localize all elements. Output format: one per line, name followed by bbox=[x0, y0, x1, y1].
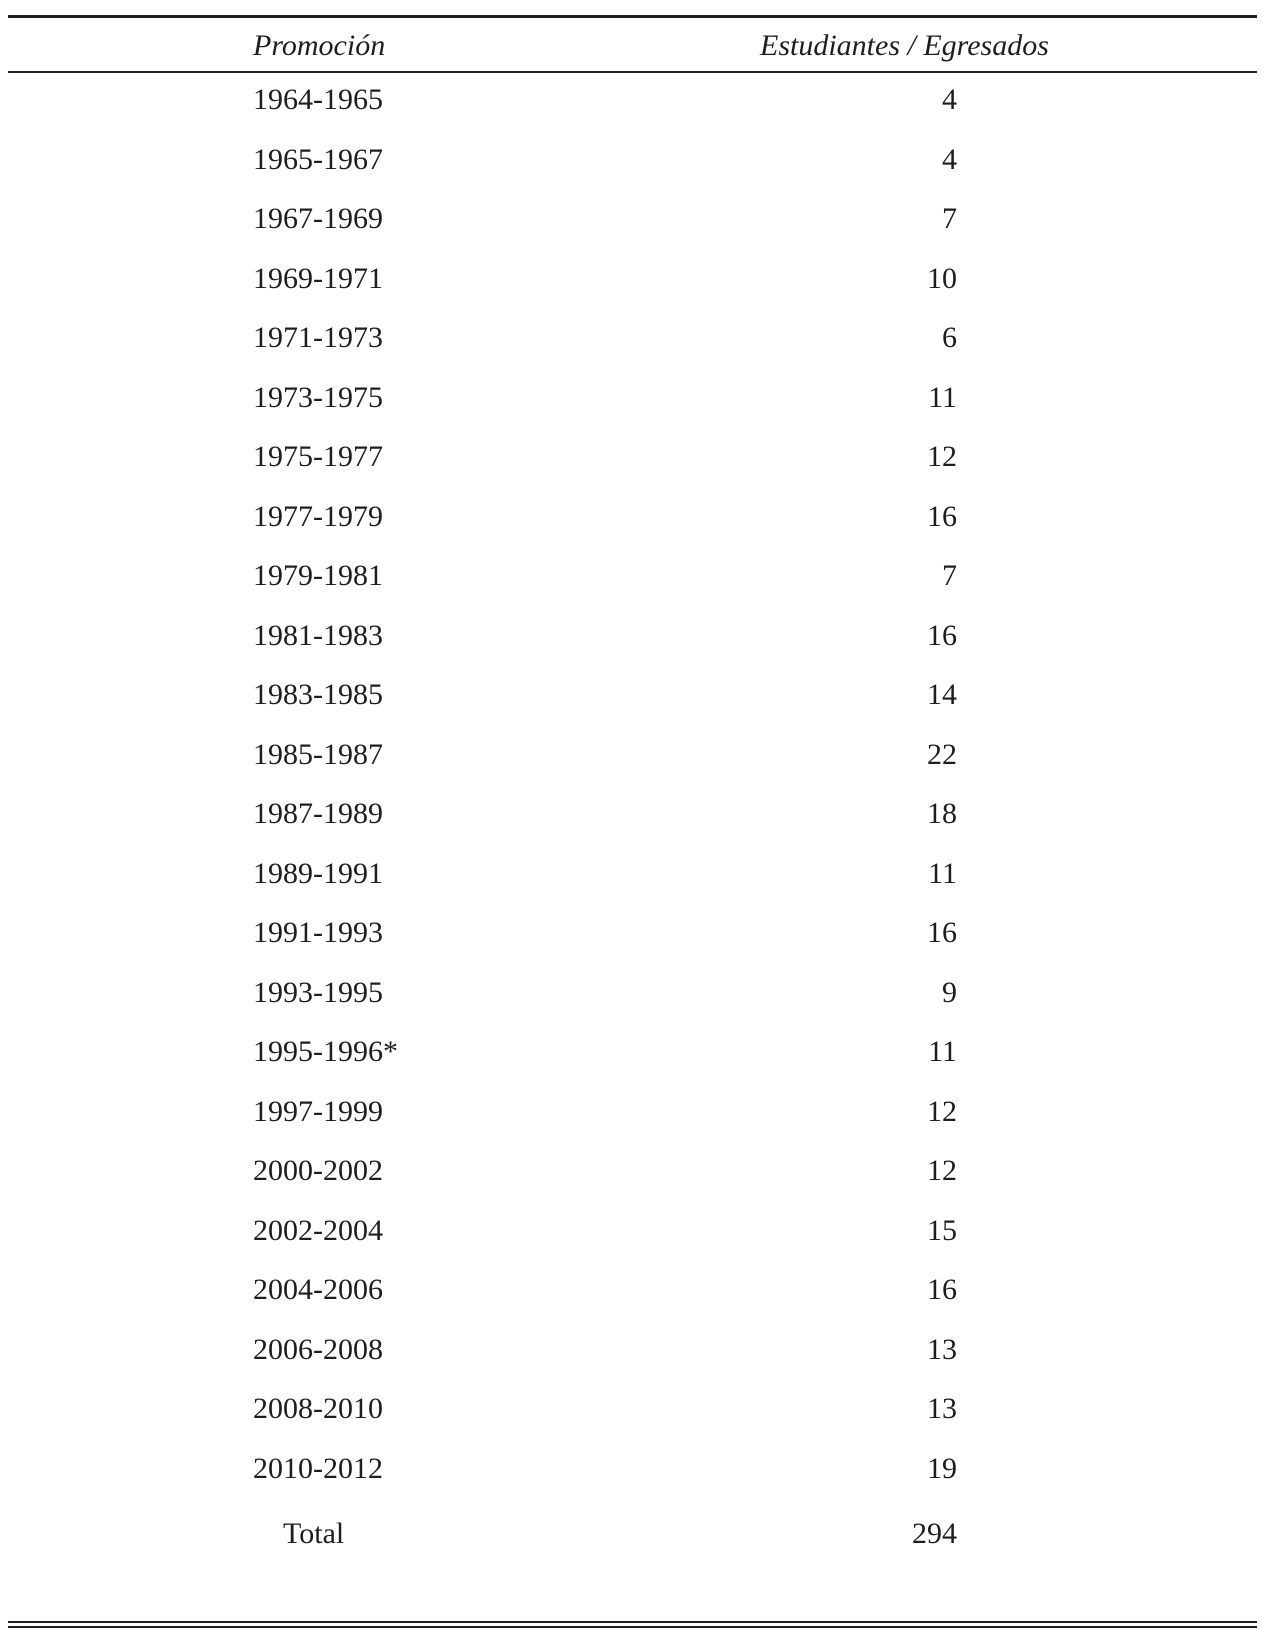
estudiantes-cell: 12 bbox=[927, 1095, 957, 1128]
promocion-cell: 1973-1975 bbox=[253, 381, 383, 414]
estudiantes-cell: 9 bbox=[942, 976, 957, 1009]
estudiantes-cell: 16 bbox=[927, 916, 957, 949]
estudiantes-cell: 11 bbox=[928, 857, 957, 890]
promocion-cell: 2004-2006 bbox=[253, 1273, 383, 1306]
promocion-cell: 1971-1973 bbox=[253, 321, 383, 354]
promocion-cell: 2002-2004 bbox=[253, 1214, 383, 1247]
promocion-cell: 1987-1989 bbox=[253, 797, 383, 830]
promocion-cell: 1989-1991 bbox=[253, 857, 383, 890]
header-promocion: Promoción bbox=[253, 29, 386, 62]
estudiantes-cell: 11 bbox=[928, 381, 957, 414]
promocion-cell: 1981-1983 bbox=[253, 619, 383, 652]
estudiantes-cell: 12 bbox=[927, 440, 957, 473]
estudiantes-cell: 18 bbox=[927, 797, 957, 830]
promocion-cell: 2008-2010 bbox=[253, 1392, 383, 1425]
estudiantes-cell: 13 bbox=[927, 1333, 957, 1366]
estudiantes-cell: 7 bbox=[942, 202, 957, 235]
promocion-cell: 1983-1985 bbox=[253, 678, 383, 711]
estudiantes-cell: 4 bbox=[942, 83, 957, 116]
promocion-cell: 1991-1993 bbox=[253, 916, 383, 949]
estudiantes-cell: 6 bbox=[942, 321, 957, 354]
header-rule bbox=[8, 71, 1257, 73]
promocion-cell: 1965-1967 bbox=[253, 143, 383, 176]
estudiantes-cell: 16 bbox=[927, 1273, 957, 1306]
estudiantes-cell: 12 bbox=[927, 1154, 957, 1187]
estudiantes-cell: 10 bbox=[927, 262, 957, 295]
estudiantes-cell: 22 bbox=[927, 738, 957, 771]
table-top-rule bbox=[8, 15, 1257, 18]
promocion-cell: 1967-1969 bbox=[253, 202, 383, 235]
total-label: Total bbox=[283, 1517, 345, 1550]
estudiantes-cell: 16 bbox=[927, 500, 957, 533]
promocion-cell: 1975-1977 bbox=[253, 440, 383, 473]
estudiantes-cell: 16 bbox=[927, 619, 957, 652]
promocion-cell: 1969-1971 bbox=[253, 262, 383, 295]
promocion-cell: 1995-1996* bbox=[253, 1035, 398, 1068]
estudiantes-cell: 14 bbox=[927, 678, 957, 711]
estudiantes-cell: 11 bbox=[928, 1035, 957, 1068]
estudiantes-cell: 4 bbox=[942, 143, 957, 176]
header-estudiantes-egresados: Estudiantes / Egresados bbox=[760, 29, 1049, 62]
promocion-cell: 2000-2002 bbox=[253, 1154, 383, 1187]
table-bottom-rule-second bbox=[8, 1626, 1257, 1628]
estudiantes-cell: 19 bbox=[927, 1452, 957, 1485]
promocion-cell: 2010-2012 bbox=[253, 1452, 383, 1485]
promocion-cell: 1985-1987 bbox=[253, 738, 383, 771]
estudiantes-cell: 13 bbox=[927, 1392, 957, 1425]
table-bottom-rule bbox=[8, 1621, 1257, 1623]
promocion-cell: 1997-1999 bbox=[253, 1095, 383, 1128]
total-value: 294 bbox=[912, 1517, 957, 1550]
estudiantes-cell: 15 bbox=[927, 1214, 957, 1247]
promocion-cell: 1993-1995 bbox=[253, 976, 383, 1009]
promocion-cell: 1964-1965 bbox=[253, 83, 383, 116]
promocion-cell: 2006-2008 bbox=[253, 1333, 383, 1366]
promocion-cell: 1979-1981 bbox=[253, 559, 383, 592]
estudiantes-cell: 7 bbox=[942, 559, 957, 592]
promocion-cell: 1977-1979 bbox=[253, 500, 383, 533]
